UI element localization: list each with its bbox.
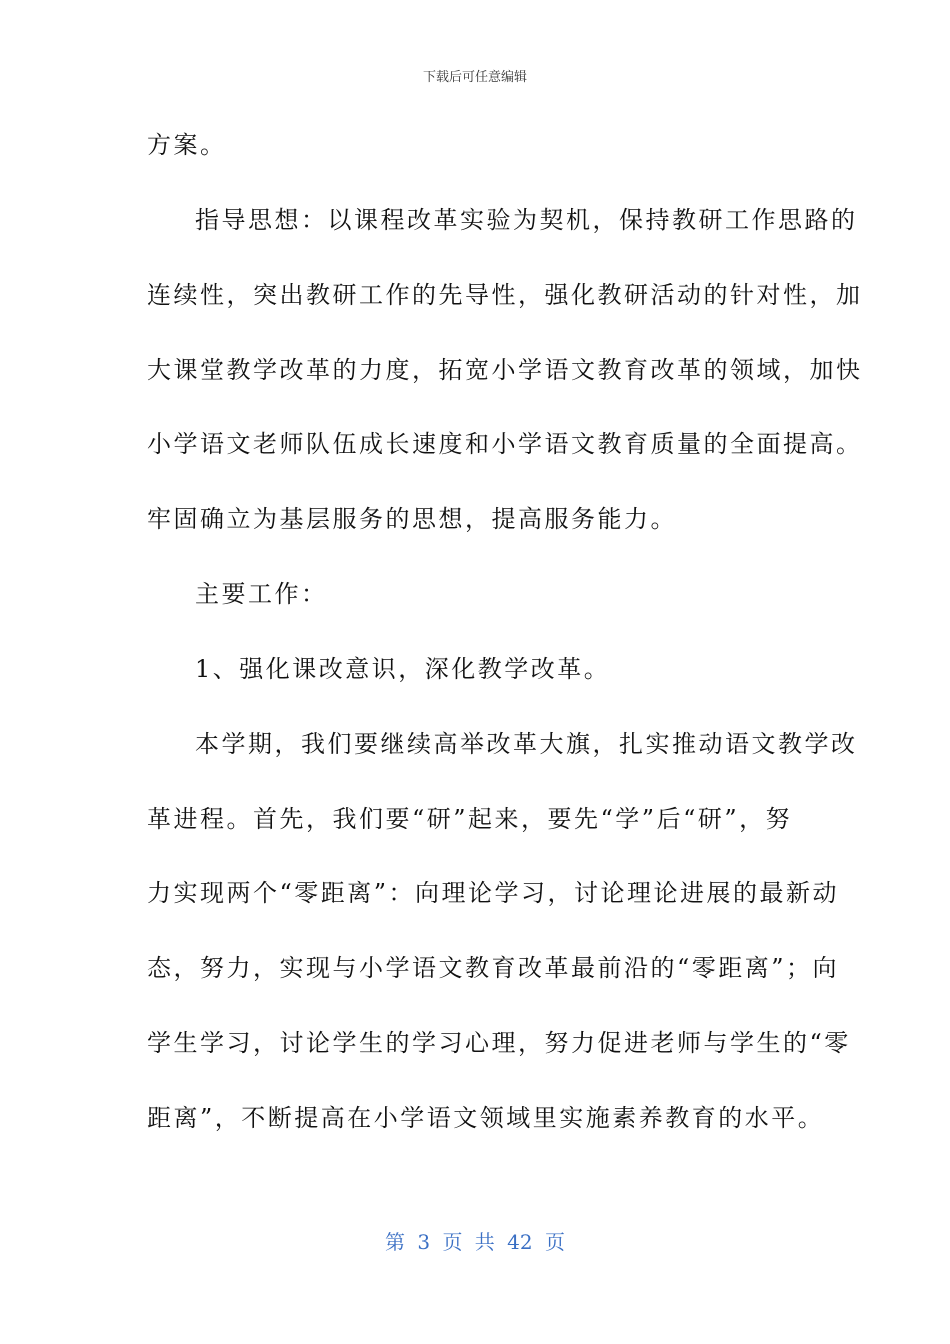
text-line: 力实现两个“零距离”：向理论学习，讨论理论进展的最新动 xyxy=(147,879,840,907)
text-line: 距离”，不断提高在小学语文领域里实施素养教育的水平。 xyxy=(147,1104,825,1132)
text-line: 大课堂教学改革的力度，拓宽小学语文教育改革的领域，加快 xyxy=(147,356,863,384)
section-heading-main-work: 主要工作： xyxy=(195,580,328,608)
text-line: 革进程。首先，我们要“研”起来，要先“学”后“研”，努 xyxy=(147,805,793,833)
text-line: 方案。 xyxy=(147,131,227,159)
text-line: 学生学习，讨论学生的学习心理，努力促进老师与学生的“零 xyxy=(147,1029,851,1057)
text-line: 连续性，突出教研工作的先导性，强化教研活动的针对性，加 xyxy=(147,281,863,309)
text-line: 小学语文老师队伍成长速度和小学语文教育质量的全面提高。 xyxy=(147,430,863,458)
text-line: 牢固确立为基层服务的思想，提高服务能力。 xyxy=(147,505,677,533)
page-header: 下载后可任意编辑 xyxy=(422,70,527,85)
text-line: 态，努力，实现与小学语文教育改革最前沿的“零距离”；向 xyxy=(147,954,840,982)
page-number-footer: 第 3 页 共 42 页 xyxy=(385,1230,565,1254)
paragraph-this-semester: 本学期，我们要继续高举改革大旗，扎实推动语文教学改 xyxy=(195,730,858,758)
item-heading-1: 1、强化课改意识，深化教学改革。 xyxy=(195,655,611,683)
paragraph-guiding-ideology: 指导思想：以课程改革实验为契机，保持教研工作思路的 xyxy=(195,206,858,234)
